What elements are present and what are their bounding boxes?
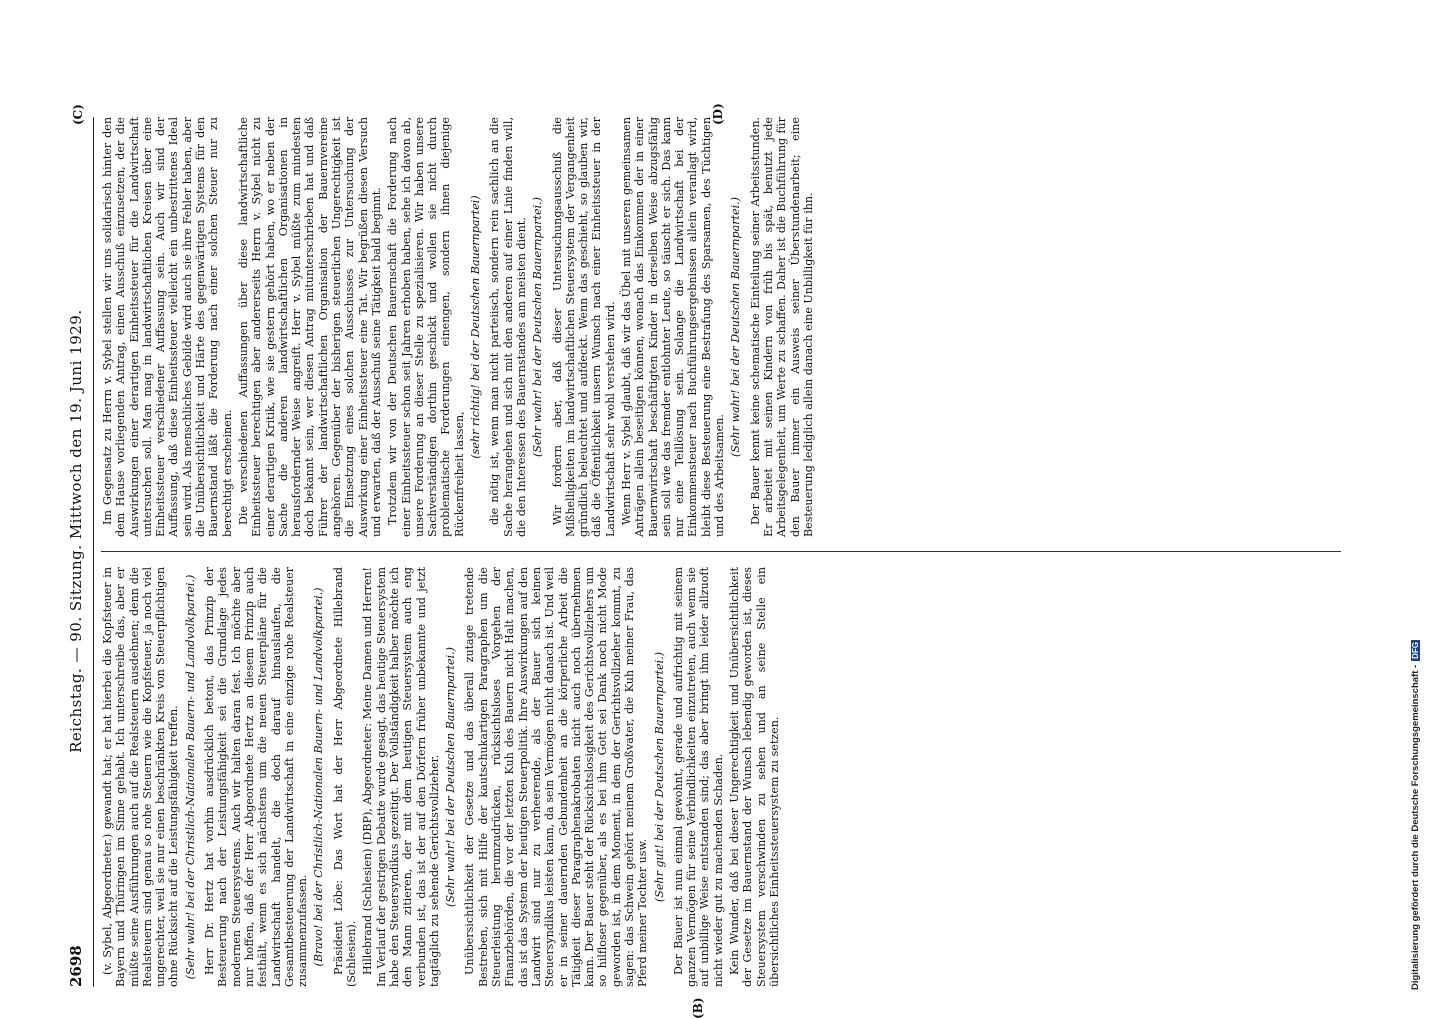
interjection: (Sehr wahr! bei der Deutschen Bauernpartei.): [531, 117, 544, 537]
paragraph: Der Bauer kennt keine schematische Einteilung seiner Arbeitsstunden. Er arbeitet mit seinen Kindern von früh bis spät, benutzt jede Arbeitsgelegenheit, um Werte zu schaffen. Daher ist die Buchführung für den Bauer immer ein Ausweis seiner Überstundenarbeit; eine Besteuerung lediglich allein danach eine Unbilligkeit für ihn.: [749, 117, 815, 537]
paragraph: die nötig ist, wenn man nicht parteiisch, sondern rein sachlich an die Sache herangehen und sich mit den anderen auf einer Linie finden will, die den Interessen des Bauernstandes am meisten dient.: [488, 117, 528, 537]
margin-mark-b: (B): [691, 998, 705, 1019]
paragraph: Kein Wunder, daß bei dieser Ungerechtigkeit und Unübersichtlichkeit der Gesetze im Bauernstand der Wunsch lebendig geworden ist, dieses Steuersystem verschwinden zu sehen und an seine Stelle ein übersichtliches Einheitssteuersystem zu setzen.: [728, 567, 781, 987]
column-divider: [101, 551, 1341, 552]
interjection: (Sehr wahr! bei der Christlich-Nationalen Bauern- und Landvolkpartei.): [184, 567, 197, 987]
paragraph: Wir fordern aber, daß dieser Untersuchungsausschuß die Mißhelligkeiten im landwirtschaftlichen Steuersystem der Vergangenheit gründlich beleuchtet und aufdeckt. Wenn das geschieht, so glauben wir, daß die Öffentlichkeit unsern Wunsch nach einer Einheitssteuer in der Landwirtschaft sehr wohl verstehen wird.: [551, 117, 617, 537]
interjection: (Sehr wahr! bei der Deutschen Bauernpartei.): [729, 117, 742, 537]
left-column: [101, 567, 1341, 987]
paragraph: Herr Dr. Hertz hat vorhin ausdrücklich betont, das Prinzip der Besteuerung nach der Leistungsfähigkeit sei die Grundlage jedes modernen Steuersystems. Auch wir halten daran fest. Ich möchte aber nur hoffen, daß der Herr Abgeordnete Hertz an diesem Prinzip auch festhält, wenn es sich nächstens um die neuen Steuerpläne für die Landwirtschaft handelt, die doch darauf hinauslaufen, die Gesamtbesteuerung der Landwirtschaft in eine einzige rohe Realsteuer zusammenzufassen.: [203, 567, 309, 987]
dfg-logo: DFG: [1411, 640, 1420, 661]
footer-credit: Digitalisierung gefördert durch die Deutsche Forschungsgemeinschaft -: [1410, 665, 1421, 990]
paragraph: Im Gegensatz zu Herrn v. Sybel stellen wir uns solidarisch hinter den dem Hause vorliegenden Antrag, einen Ausschuß einzusetzen, der die Auswirkungen einer derartigen Einheitssteuer für die Landwirtschaft untersuchen soll. Man mag in landwirtschaftlichen Kreisen über eine Einheitssteuer verschiedener Auffassung sein. Auch wir sind der Auffassung, daß diese Einheitssteuer vielleicht ein unbestrittenes Ideal sein wird. Als menschliches Gebilde wird auch sie ihre Fehler haben, aber die Unübersichtlichkeit und Härte des gegenwärtigen Systems für den Bauernstand läßt die Forderung nach einer solchen Steuer nur zu berechtigt erscheinen.: [101, 117, 234, 537]
interjection: (Sehr wahr! bei der Deutschen Bauernpartei.): [444, 567, 457, 987]
page-number: 2698: [67, 945, 85, 987]
right-column: [101, 117, 1341, 537]
interjection: (Sehr gut! bei der Deutschen Bauernpartei.): [653, 567, 666, 987]
paragraph: Hillebrand (Schlesien) (DBP), Abgeordneter: Meine Damen und Herren! Im Verlauf der gestrigen Debatte wurde gesagt, das heutige Steuersystem habe den Steuersyndikus gezeitigt. Der Vollständigkeit halber möchte ich den Mann zitieren, der mit dem heutigen Steuersystem auch eng verbunden ist, das ist der auf den Dörfern früher unbekannte und jetzt tagtäglich zu sehende Gerichtsvollzieher.: [361, 567, 441, 987]
paragraph: Trotzdem wir von der Deutschen Bauernschaft die Forderung nach einer Einheitssteuer schon seit Jahren erhoben haben, sehe ich davon ab, unsere Forderung an dieser Stelle zu spezialisieren. Wir haben unsere Sachverständigen dorthin geschickt und wollen sie nicht durch problematische Forderungen einengen, sondern ihnen diejenige Rückenfreiheit lassen,: [386, 117, 466, 537]
footer-text: [1410, 10, 1426, 990]
paragraph: Präsident Löbe: Das Wort hat der Herr Abgeordnete Hillebrand (Schlesien).: [332, 567, 359, 987]
margin-mark-d: (D): [711, 103, 725, 125]
paragraph: Der Bauer ist nun einmal gewohnt, gerade und aufrichtig mit seinem ganzen Vermögen für seine Verbindlichkeiten einzutreten, auch wenn sie auf unbillige Weise entstanden sind; das aber bringt ihm leider allzuoft nicht wieder gut zu machenden Schaden.: [672, 567, 725, 987]
interjection: (Bravo! bei der Christlich-Nationalen Bauern- und Landvolkpartei.): [312, 567, 325, 987]
interjection: (sehr richtig! bei der Deutschen Bauernpartei): [469, 117, 482, 537]
page-title: Reichstag. — 90. Sitzung. Mittwoch den 19. Juni 1929.: [67, 117, 85, 945]
paragraph: Die verschiedenen Auffassungen über diese landwirtschaftliche Einheitssteuer berechtigen aber andererseits Herrn v. Sybel nicht zu einer derartigen Kritik, wie sie gestern gehört haben, wo er neben der Sache die anderen landwirtschaftlichen Organisationen in herausfordernder Weise angreift. Herr v. Sybel müßte zum mindesten doch bekannt sein, wer diesen Antrag mitunterschrieben hat und daß Führer der landwirtschaftlichen Organisation der Bauernvereine angehören. Gegenüber der bisherigen steuerlichen Ungerechtigkeit ist die Einsetzung eines solchen Ausschusses zur Untersuchung der Auswirkung einer Einheitssteuer eine Tat. Wir begrüßen diesen Versuch und erwarten, daß der Ausschuß seine Tätigkeit bald beginnt.: [237, 117, 383, 537]
text-columns: [101, 117, 1341, 987]
paragraph: (v. Sybel, Abgeordneter.) gewandt hat; er hat hierbei die Kopfsteuer in Bayern und Thüringen im Sinne gehabt. Ich unterschreibe das, aber er müßte seine Ausführungen auch auf die Realsteuern ausdehnen; denn die Realsteuern sind genau so rohe Steuern wie die Kopfsteuer, ja noch viel ungerechter, weil sie nur einen beschränkten Kreis von Steuerpflichtigen ohne Rücksicht auf die Leistungsfähigkeit treffen.: [101, 567, 181, 987]
paragraph: Unübersichtlichkeit der Gesetze und das überall zutage tretende Bestreben, sich mit Hilfe der kautschukartigen Paragraphen um die Steuerleistung herumzudrücken, rücksichtsloses Vorgehen der Finanzbehörden, die vor der letzten Kuh des Bauern nicht Halt machen, das ist das System der heutigen Steuerpolitik. Ihre Auswirkungen auf den Landwirt sind nur zu verheerende, als der Bauer sich keinen Steuersyndikus leisten kann, da sein Vermögen nicht danach ist. Und weil er in seiner dauernden Gebundenheit an die körperliche Arbeit die Tätigkeit dieser Paragraphenakrobaten nicht auch noch übernehmen kann. Der Bauer steht der Rücksichtslosigkeit des Gerichtsvollziehers um so hilfloser gegenüber, als es bei ihm Gott sei Dank noch nicht Mode geworden ist, in dem Moment, in dem der Gerichtsvollzieher kommt, zu sagen: das Schwein gehört meinem Großvater, die Kuh meiner Frau, das Pferd meiner Tochter usw.: [463, 567, 649, 987]
header-rule: [93, 117, 94, 987]
digitization-footer: [1410, 10, 1426, 990]
paragraph: Wenn Herr v. Sybel glaubt, daß wir das Übel mit unseren gemeinsamen Anträgen allein beseitigen können, wonach das Einkommen der in einer Bauernwirtschaft beschäftigten Kinder in derselben Weise abzugsfähig sein soll wie das fremder entlohnter Leute, so täuscht er sich. Das kann nur eine Teillösung sein. Solange die Landwirtschaft bei der Einkommensteuer nach Buchführungsergebnissen allein veranlagt wird, bleibt diese Besteuerung eine Bestrafung des Sparsamen, des Tüchtigen und des Arbeitsamen.: [620, 117, 726, 537]
rotated-document-page: [51, 0, 960, 1005]
page-header: [63, 117, 89, 987]
margin-mark-c: (C): [71, 104, 85, 125]
